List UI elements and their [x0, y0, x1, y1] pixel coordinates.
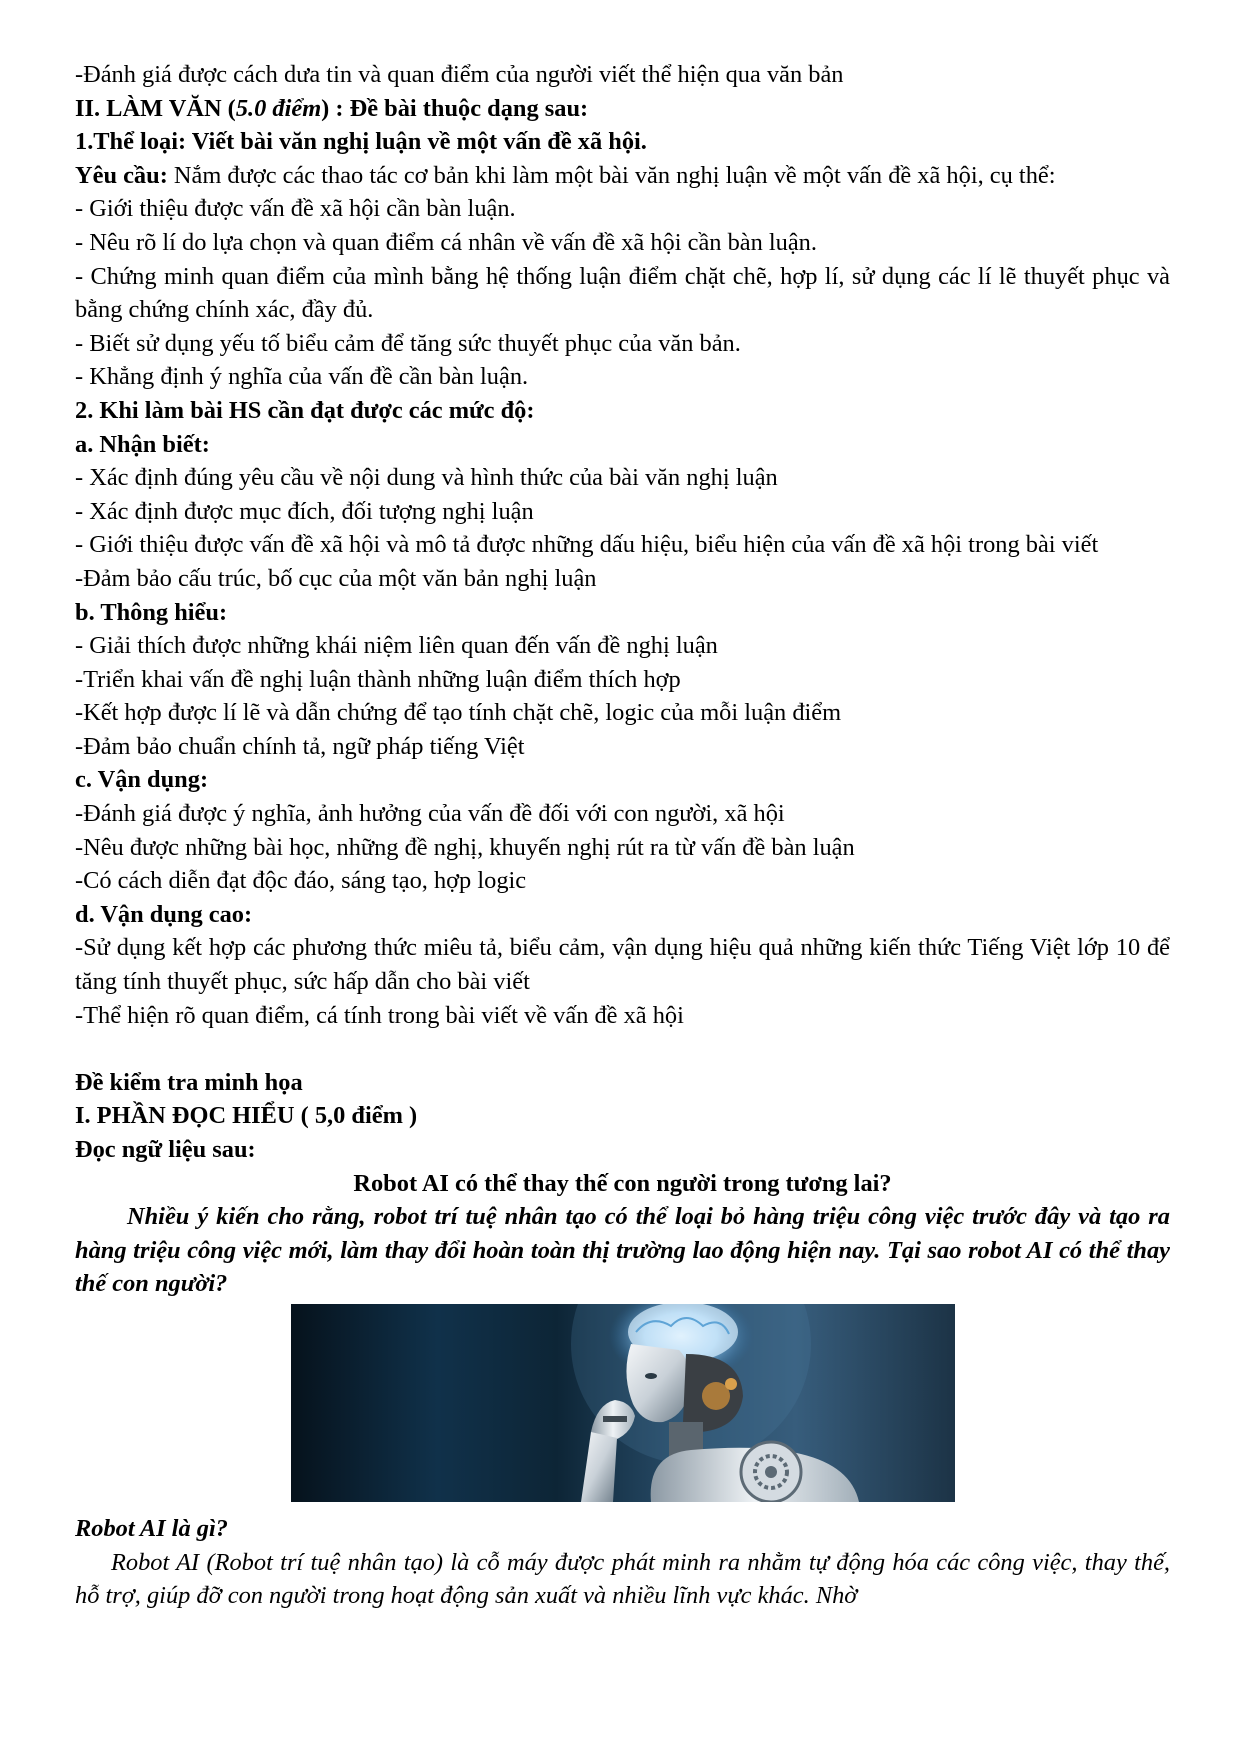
section-heading: I. PHẦN ĐỌC HIỂU ( 5,0 điểm ) — [75, 1102, 418, 1130]
exam-heading: Đề kiểm tra minh họa — [75, 1068, 303, 1096]
text-line: - Chứng minh quan điểm của mình bằng hệ thống luận điểm chặt chẽ, hợp lí, sử dụng các lí lẽ thuyết phục và bằng chứng chính xác, đầy đủ. — [75, 262, 1170, 324]
article-paragraph: Robot AI (Robot trí tuệ nhân tạo) là cỗ máy được phát minh ra nhằm tự động hóa các công việc, thay thế, hỗ trợ, giúp đỡ con người trong hoạt động sản xuất và nhiều lĩnh vực khác. Nhờ — [75, 1548, 1170, 1610]
text-line: - Khẳng định ý nghĩa của vấn đề cần bàn luận. — [75, 363, 529, 391]
subsection-heading: 2. Khi làm bài HS cần đạt được các mức độ: — [75, 396, 535, 424]
text-line: - Nêu rõ lí do lựa chọn và quan điểm cá nhân về vấn đề xã hội cần bàn luận. — [75, 228, 817, 256]
requirement-label: Yêu cầu: — [75, 161, 168, 189]
text-line: -Kết hợp được lí lẽ và dẫn chứng để tạo tính chặt chẽ, logic của mỗi luận điểm — [75, 699, 842, 727]
text-line: - Xác định đúng yêu cầu về nội dung và hình thức của bài văn nghị luận — [75, 464, 778, 492]
article-subheading: Robot AI là gì? — [75, 1514, 228, 1542]
text-line: - Giải thích được những khái niệm liên quan đến vấn đề nghị luận — [75, 632, 718, 660]
section-heading: II. LÀM VĂN (5.0 điểm) : Đề bài thuộc dạng sau: — [75, 94, 589, 122]
robot-illustration-icon — [291, 1304, 955, 1502]
text-line: -Sử dụng kết hợp các phương thức miêu tả, biểu cảm, vận dụng hiệu quả những kiến thức Tiếng Việt lớp 10 để tăng tính thuyết phục, sức hấp dẫn cho bài viết — [75, 934, 1170, 996]
text-line: -Đánh giá được cách dưa tin và quan điểm của người viết thể hiện qua văn bản — [75, 61, 844, 88]
requirement-paragraph: Yêu cầu: Nắm được các thao tác cơ bản khi làm một bài văn nghị luận về một vấn đề xã hội, cụ thể: — [75, 161, 1056, 189]
text-line: -Triển khai vấn đề nghị luận thành những luận điểm thích hợp — [75, 665, 681, 693]
text-line: -Có cách diễn đạt độc đáo, sáng tạo, hợp logic — [75, 867, 527, 895]
text-line: -Nêu được những bài học, những đề nghị, khuyến nghị rút ra từ vấn đề bàn luận — [75, 833, 855, 861]
robot-image — [291, 1304, 955, 1502]
text-line: - Giới thiệu được vấn đề xã hội và mô tả được những dấu hiệu, biểu hiện của vấn đề xã hội trong bài viết — [75, 531, 1099, 559]
level-heading: c. Vận dụng: — [75, 766, 209, 794]
article-title: Robot AI có thể thay thế con người trong tương lai? — [353, 1169, 892, 1197]
article-intro: Nhiều ý kiến cho rằng, robot trí tuệ nhân tạo có thể loại bỏ hàng triệu công việc trước đây và tạo ra hàng triệu công việc mới, làm thay đổi hoàn toàn thị trường lao động hiện nay. Tại sao robot AI có thể thay thế con người? — [75, 1203, 1170, 1298]
spacer — [75, 1032, 1170, 1066]
text-line: -Đảm bảo chuẩn chính tả, ngữ pháp tiếng Việt — [75, 732, 525, 760]
text-line: -Thể hiện rõ quan điểm, cá tính trong bài viết về vấn đề xã hội — [75, 1001, 684, 1029]
level-heading: b. Thông hiểu: — [75, 598, 228, 626]
level-heading: a. Nhận biết: — [75, 430, 210, 458]
text-line: - Biết sử dụng yếu tố biểu cảm để tăng sức thuyết phục của văn bản. — [75, 329, 741, 357]
reading-prompt: Đọc ngữ liệu sau: — [75, 1136, 256, 1163]
text-line: - Giới thiệu được vấn đề xã hội cần bàn luận. — [75, 195, 516, 223]
subsection-heading: 1.Thể loại: Viết bài văn nghị luận về một vấn đề xã hội. — [75, 128, 647, 156]
text-line: -Đánh giá được ý nghĩa, ảnh hưởng của vấn đề đối với con người, xã hội — [75, 800, 785, 828]
level-heading: d. Vận dụng cao: — [75, 900, 253, 928]
text-line: -Đảm bảo cấu trúc, bố cục của một văn bản nghị luận — [75, 564, 597, 592]
text-line: - Xác định được mục đích, đối tượng nghị luận — [75, 497, 534, 525]
